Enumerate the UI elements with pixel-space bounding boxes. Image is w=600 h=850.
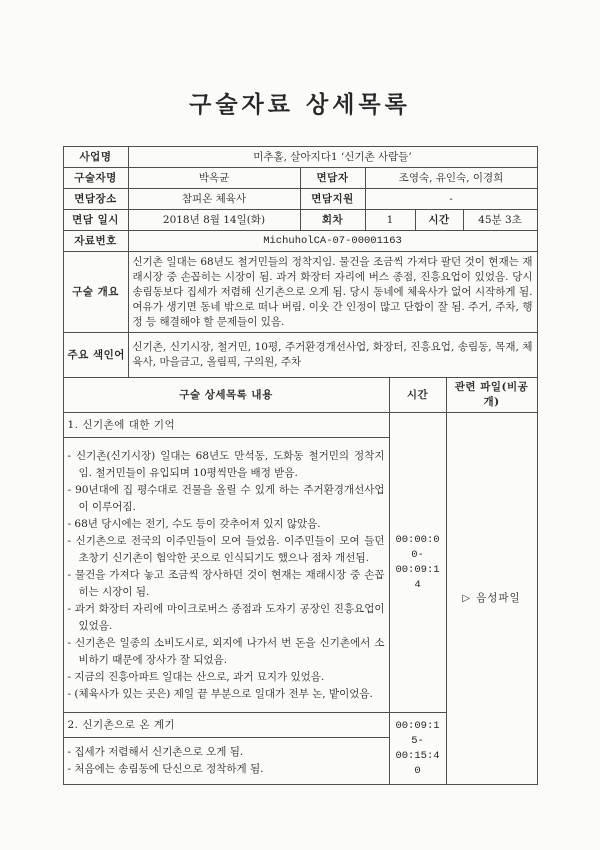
audio-file-label: 음성파일 [476, 592, 521, 604]
table-row [63, 333, 537, 378]
list-item: - 집세가 저렴해서 신기촌으로 오게 됨. [67, 746, 244, 758]
date-value: 2018년 8월 14일(화) [128, 210, 300, 231]
support-label: 면담지원 [300, 189, 365, 210]
list-item: - 신기촌은 일종의 소비도시로, 외지에 나가서 번 돈을 신기촌에서 소비하기 때문에 장사가 잘 되었음. [67, 636, 385, 666]
project-value: 미추홀, 살아지다1 ‘신기촌 사람들’ [128, 147, 537, 168]
time-to: 00:09:14 [395, 563, 440, 591]
refno-label: 자료번호 [63, 231, 128, 252]
section-1-heading: 1. 신기촌에 대한 기억 [63, 413, 389, 438]
audio-file-cell [446, 413, 537, 785]
narrator-label: 구술자명 [63, 168, 128, 189]
summary-label: 구술 개요 [63, 252, 128, 333]
keywords-label: 주요 색인어 [63, 333, 128, 378]
date-label: 면담 일시 [63, 210, 128, 231]
session-value: 1 [365, 210, 415, 231]
interviewer-label: 면담자 [300, 168, 365, 189]
time-from: 00:00:00- [395, 533, 440, 561]
detail-time-header: 시간 [389, 378, 446, 413]
table-row [63, 231, 537, 252]
page-title: 구술자료 상세목록 [189, 91, 411, 118]
detail-header-row [63, 378, 537, 413]
detail-table [63, 377, 538, 785]
refno-value: MichuholCA-07-00001163 [128, 231, 537, 252]
list-item: - 처음에는 송림동에 단신으로 정착하게 됨. [67, 763, 264, 775]
play-triangle-icon: ▷ [462, 593, 472, 604]
section-1-items [63, 438, 389, 713]
section-1-time [389, 413, 446, 713]
time-from: 00:09:15- [395, 719, 440, 747]
duration-value: 45분 3초 [463, 210, 537, 231]
list-item: - 지금의 진흥아파트 일대는 산으로, 과거 묘지가 있었음. [67, 670, 325, 683]
section-2-time [389, 713, 446, 785]
detail-content-header: 구술 상세목록 내용 [63, 378, 389, 413]
duration-label: 시간 [415, 210, 463, 231]
table-row [63, 147, 537, 168]
section-2-heading: 2. 신기촌으로 온 계기 [63, 713, 389, 738]
narrator-value: 박옥균 [128, 168, 300, 189]
interviewer-value: 조영숙, 유인숙, 이경희 [365, 168, 537, 189]
list-item: - 68년 당시에는 전기, 수도 등이 갖추어져 있지 않았음. [67, 517, 321, 530]
place-label: 면담장소 [63, 189, 128, 210]
table-row [63, 252, 537, 333]
keywords-value: 신기촌, 신기시장, 철거민, 10평, 주거환경개선사업, 화장터, 진흥요업, 송림동, 목재, 체육사, 마을금고, 올림픽, 구의원, 주차 [128, 333, 537, 378]
time-to: 00:15:40 [395, 749, 440, 777]
section-2-items [63, 738, 389, 785]
list-item: - 신기촌(신기시장) 일대는 68년도 만석동, 도화동 철거민의 정착지임. 철거민들이 유입되며 10평씩만을 배정 받음. [67, 449, 385, 479]
place-value: 참피온 체육사 [128, 189, 300, 210]
table-row [63, 210, 537, 231]
support-value: - [365, 189, 537, 210]
table-row [63, 168, 537, 189]
list-item: - 신기촌으로 전국의 이주민들이 모여 들었음. 이주민들이 모여 들던 초창기 신기촌이 험악한 곳으로 인식되기도 했으나 점차 개선됨. [67, 534, 385, 564]
list-item: - 물건을 가져다 놓고 조금씩 장사하던 것이 현재는 재래시장 중 손꼽히는 시장이 됨. [67, 568, 385, 598]
summary-value: 신기촌 일대는 68년도 철거민들의 정착지임. 물건을 조금씩 가져다 팔던 것이 현재는 재래시장 중 손꼽히는 시장이 됨. 과거 화장터 자리에 버스 종점, 진흥요업이 있었음. 당시 송림동보다 집세가 저렴해 신기촌으로 오게 됨. 당시 동네에 체육사가 없어 시작하게 됨. 여유가 생기면 동네 밖으로 떠나 버림. 이웃 간 인정이 많고 단합이 잘 됨. 주거, 주차, 행정 등 해결해야 할 문제들이 있음. [128, 252, 537, 333]
project-label: 사업명 [63, 147, 128, 168]
list-item: - 90년대에 집 평수대로 건물을 올릴 수 있게 하는 주거환경개선사업이 이루어짐. [67, 483, 385, 513]
list-item: - (체육사가 있는 곳은) 제일 끝 부분으로 일대가 전부 논, 밭이었음. [67, 687, 373, 700]
table-row [63, 189, 537, 210]
metadata-table [63, 146, 538, 378]
detail-file-header: 관련 파일(비공개) [446, 378, 537, 413]
session-label: 회차 [300, 210, 365, 231]
section-1-heading-row [63, 413, 537, 438]
list-item: - 과거 화장터 자리에 마이크로버스 종점과 도자기 공장인 진흥요업이 있었음. [67, 602, 385, 632]
